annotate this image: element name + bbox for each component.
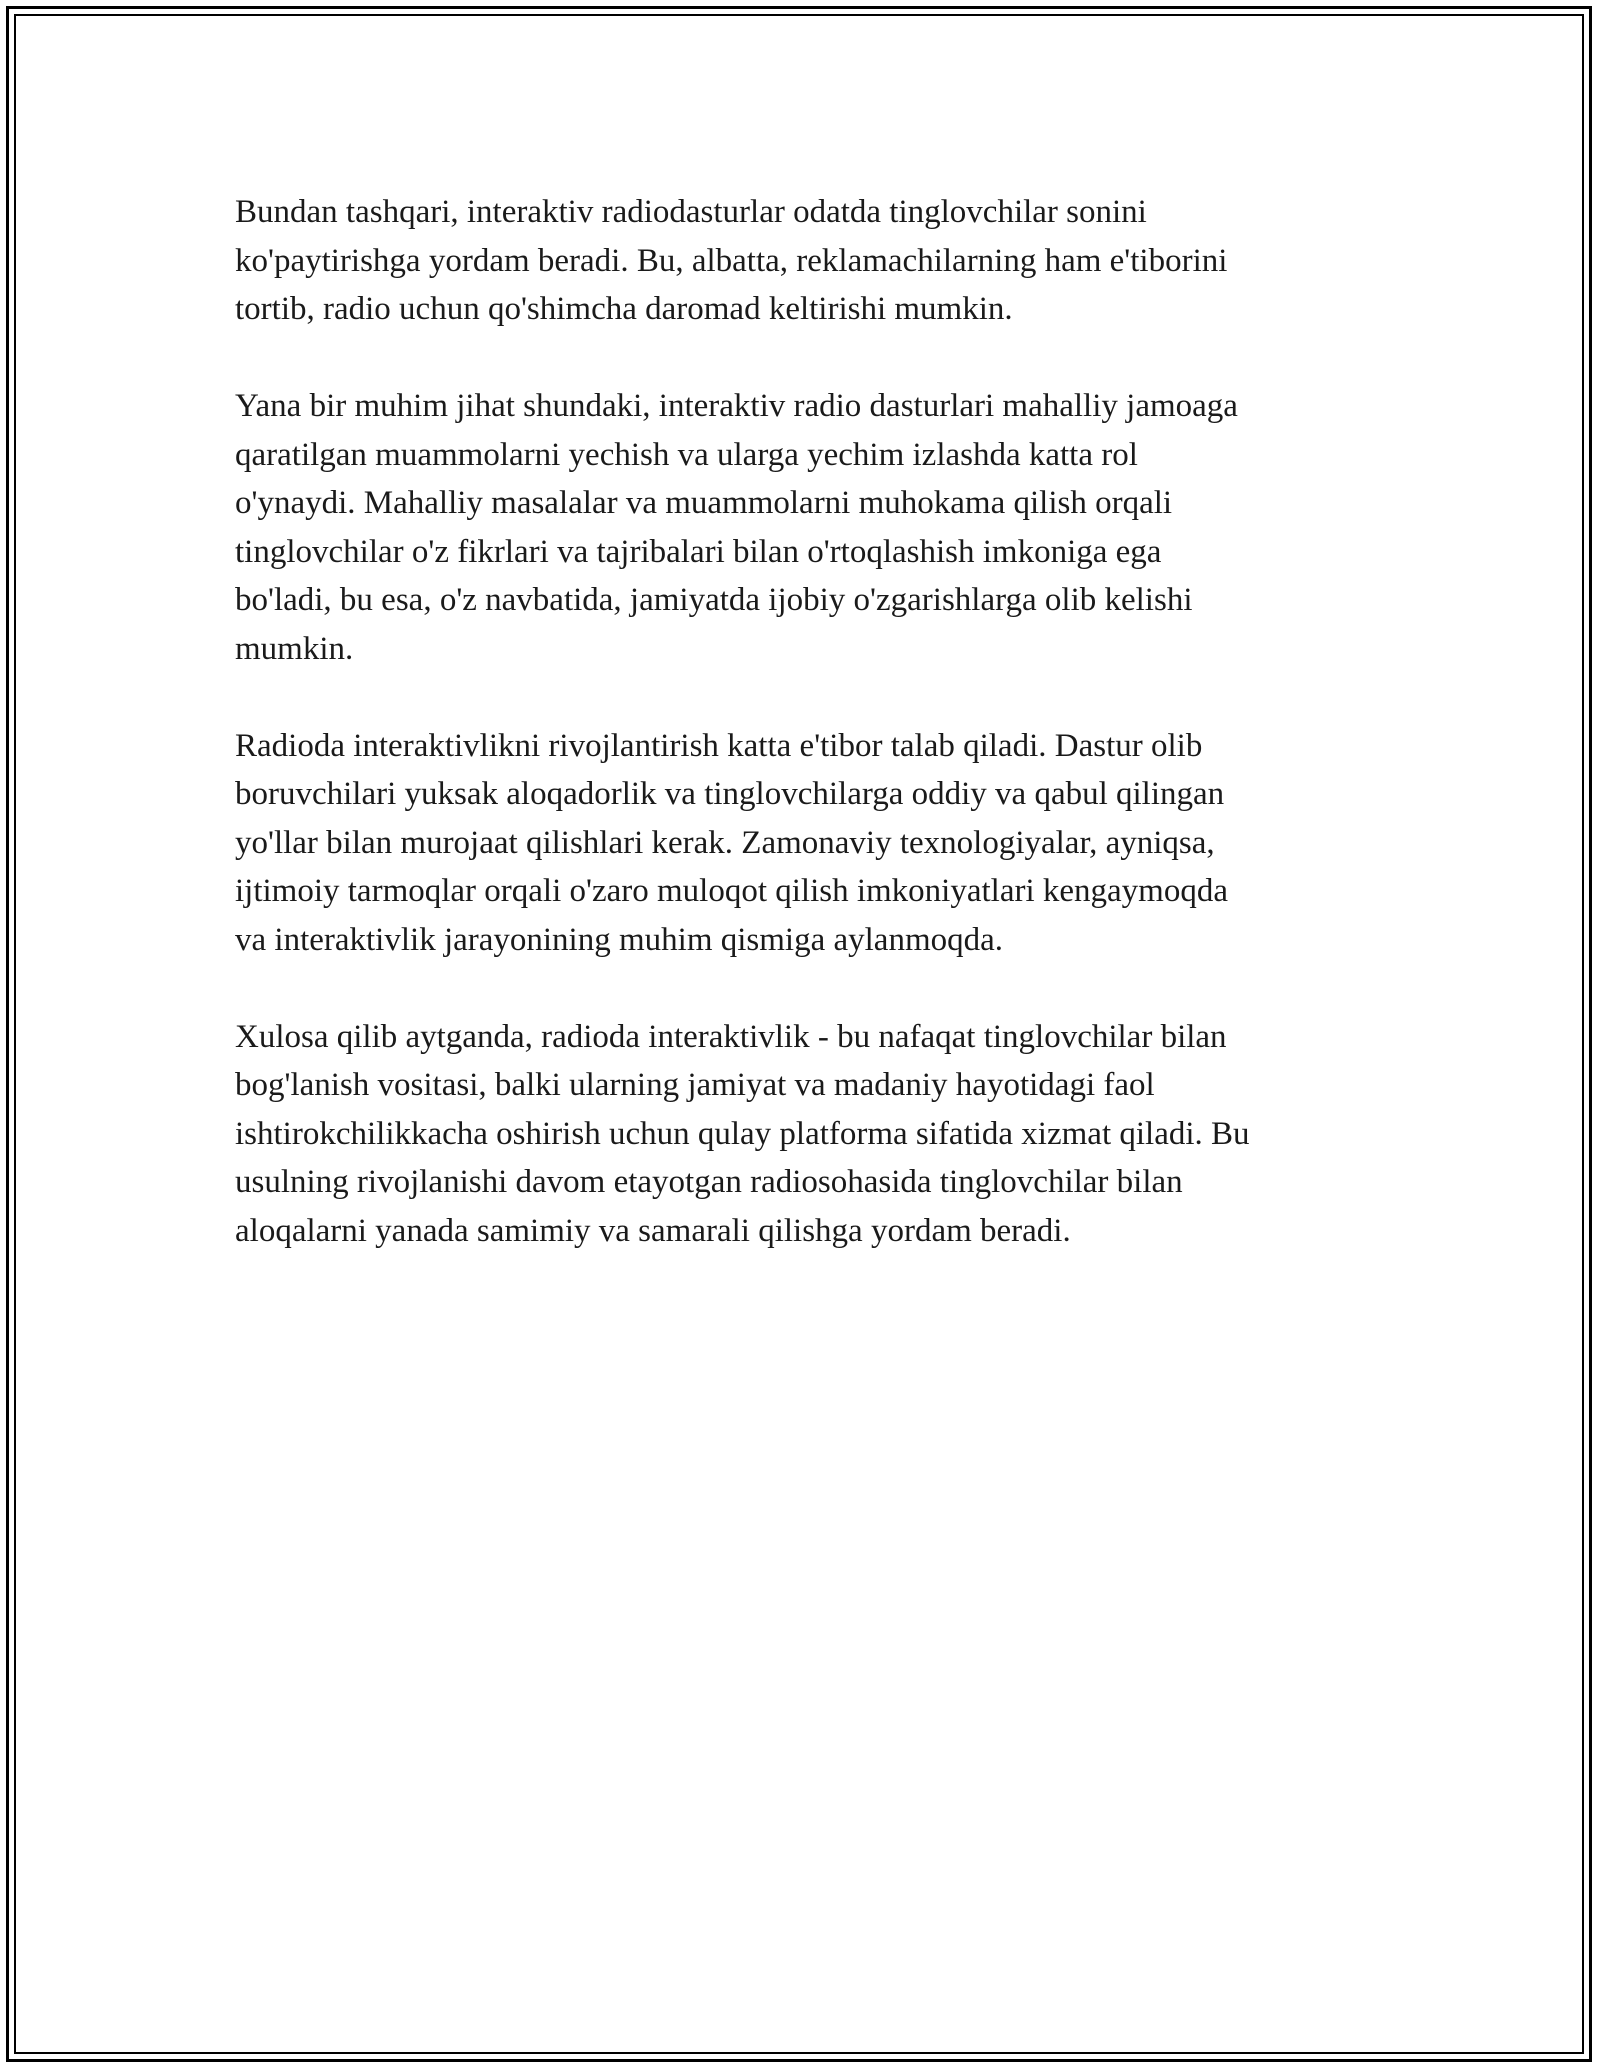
paragraph-4: Xulosa qilib aytganda, radioda interaktivlik - bu nafaqat tinglovchilar bilan bog'lanish vositasi, balki ularning jamiyat va madaniy hayotidagi faol ishtirokchilikkacha oshirish uchun qulay platforma sifatida xizmat qiladi. Bu usulning rivojlanishi davom etayotgan radiosohasida tinglovchilar bilan aloqalarni yanada samimiy va samarali qilishga yordam beradi. bbox=[235, 1018, 1250, 1249]
document-body bbox=[235, 188, 1375, 1304]
paragraph-2: Yana bir muhim jihat shundaki, interaktiv radio dasturlari mahalliy jamoaga qaratilgan muammolarni yechish va ularga yechim izlashda katta rol o'ynaydi. Mahalliy masalalar va muammolarni muhokama qilish orqali tinglovchilar o'z fikrlari va tajribalari bilan o'rtoqlashish imkoniga ega bo'ladi, bu esa, o'z navbatida, jamiyatda ijobiy o'zgarishlarga olib kelishi mumkin. bbox=[235, 388, 1238, 667]
paragraph-3: Radioda interaktivlikni rivojlantirish katta e'tibor talab qiladi. Dastur olib boruvchilari yuksak aloqadorlik va tinglovchilarga oddiy va qabul qilingan yo'llar bilan murojaat qilishlari kerak. Zamonaviy texnologiyalar, ayniqsa, ijtimoiy tarmoqlar orqali o'zaro muloqot qilish imkoniyatlari kengaymoqda va interaktivlik jarayonining muhim qismiga aylanmoqda. bbox=[235, 727, 1228, 958]
paragraph-1: Bundan tashqari, interaktiv radiodasturlar odatda tinglovchilar sonini ko'paytirishga yordam beradi. Bu, albatta, reklamachilarning ham e'tiborini tortib, radio uchun qo'shimcha daromad keltirishi mumkin. bbox=[235, 194, 1228, 327]
